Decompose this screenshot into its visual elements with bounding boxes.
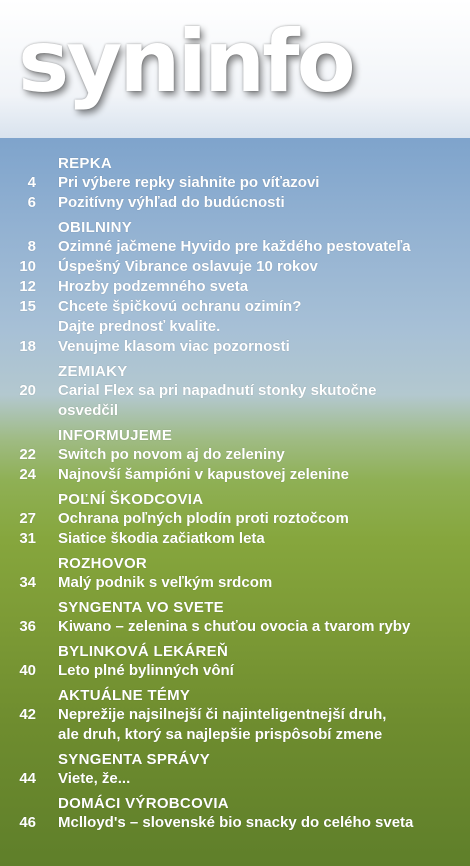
page-number: 6 <box>27 194 36 211</box>
toc-entry[interactable] <box>0 617 470 637</box>
article-title: Chcete špičkovú ochranu ozimín? <box>58 298 302 315</box>
toc-entry[interactable] <box>0 193 470 213</box>
table-of-contents <box>0 155 470 833</box>
page-number: 12 <box>19 278 36 295</box>
article-title: Viete, že... <box>58 770 131 787</box>
toc-entry[interactable] <box>0 705 470 725</box>
toc-entry[interactable] <box>0 661 470 681</box>
toc-entry[interactable] <box>0 297 470 317</box>
page-number: 36 <box>19 618 36 635</box>
article-title: Mclloyd's – slovenské bio snacky do celého sveta <box>58 814 414 831</box>
article-title: Ozimné jačmene Hyvido pre každého pestovateľa <box>58 238 411 255</box>
toc-entry[interactable] <box>0 173 470 193</box>
article-title-continuation: Dajte prednosť kvalite. <box>58 318 221 335</box>
page-number: 4 <box>27 174 36 191</box>
page-number: 15 <box>19 298 36 315</box>
article-title: Venujme klasom viac pozornosti <box>58 338 290 355</box>
page-number: 31 <box>19 530 36 547</box>
article-title: Pozitívny výhľad do budúcnosti <box>58 194 285 211</box>
article-title: Ochrana poľných plodín proti roztočcom <box>58 510 349 527</box>
syninfo-logo: syninfo <box>18 12 353 112</box>
page-number: 46 <box>19 814 36 831</box>
article-title: Pri výbere repky siahnite po víťazovi <box>58 174 320 191</box>
section-heading: ZEMIAKY <box>58 363 128 380</box>
toc-entry[interactable] <box>0 237 470 257</box>
toc-entry[interactable] <box>0 573 470 593</box>
page-number: 24 <box>19 466 36 483</box>
article-title: Malý podnik s veľkým srdcom <box>58 574 273 591</box>
article-title-continuation: ale druh, ktorý sa najlepšie prispôsobí zmene <box>58 726 383 743</box>
section-heading: SYNGENTA SPRÁVY <box>58 751 211 768</box>
section-heading: POĽNÍ ŠKODCOVIA <box>58 491 204 508</box>
article-title: Neprežije najsilnejší či najinteligentnejší druh, <box>58 706 387 723</box>
toc-entry[interactable] <box>0 529 470 549</box>
toc-entry[interactable] <box>0 277 470 297</box>
section-heading: BYLINKOVÁ LEKÁREŇ <box>58 643 229 660</box>
toc-entry[interactable] <box>0 445 470 465</box>
header-band <box>0 0 470 138</box>
section-heading: REPKA <box>58 155 113 172</box>
page-number: 22 <box>19 446 36 463</box>
page-number: 18 <box>19 338 36 355</box>
toc-entry[interactable] <box>0 381 470 401</box>
page-number: 42 <box>19 706 36 723</box>
section-heading: AKTUÁLNE TÉMY <box>58 687 191 704</box>
page-number: 44 <box>19 770 36 787</box>
page-number: 34 <box>19 574 36 591</box>
toc-entry[interactable] <box>0 509 470 529</box>
toc-entry[interactable] <box>0 257 470 277</box>
section-heading: SYNGENTA VO SVETE <box>58 599 224 616</box>
article-title: Úspešný Vibrance oslavuje 10 rokov <box>58 258 318 275</box>
toc-entry[interactable] <box>0 337 470 357</box>
page-number: 8 <box>27 238 36 255</box>
page-number: 20 <box>19 382 36 399</box>
page-number: 40 <box>19 662 36 679</box>
article-title: Switch po novom aj do zeleniny <box>58 446 285 463</box>
article-title-continuation: osvedčil <box>58 402 119 419</box>
article-title: Kiwano – zelenina s chuťou ovocia a tvarom ryby <box>58 618 411 635</box>
page-number: 10 <box>19 258 36 275</box>
article-title: Carial Flex sa pri napadnutí stonky skutočne <box>58 382 377 399</box>
section-heading: DOMÁCI VÝROBCOVIA <box>58 795 229 812</box>
article-title: Hrozby podzemného sveta <box>58 278 249 295</box>
article-title: Siatice škodia začiatkom leta <box>58 530 265 547</box>
toc-entry[interactable] <box>0 465 470 485</box>
section-heading: INFORMUJEME <box>58 427 173 444</box>
section-heading: OBILNINY <box>58 219 133 236</box>
section-heading: ROZHOVOR <box>58 555 148 572</box>
page-number: 27 <box>19 510 36 527</box>
toc-entry[interactable] <box>0 813 470 833</box>
toc-entry[interactable] <box>0 769 470 789</box>
article-title: Najnovší šampióni v kapustovej zelenine <box>58 466 349 483</box>
article-title: Leto plné bylinných vôní <box>58 662 234 679</box>
